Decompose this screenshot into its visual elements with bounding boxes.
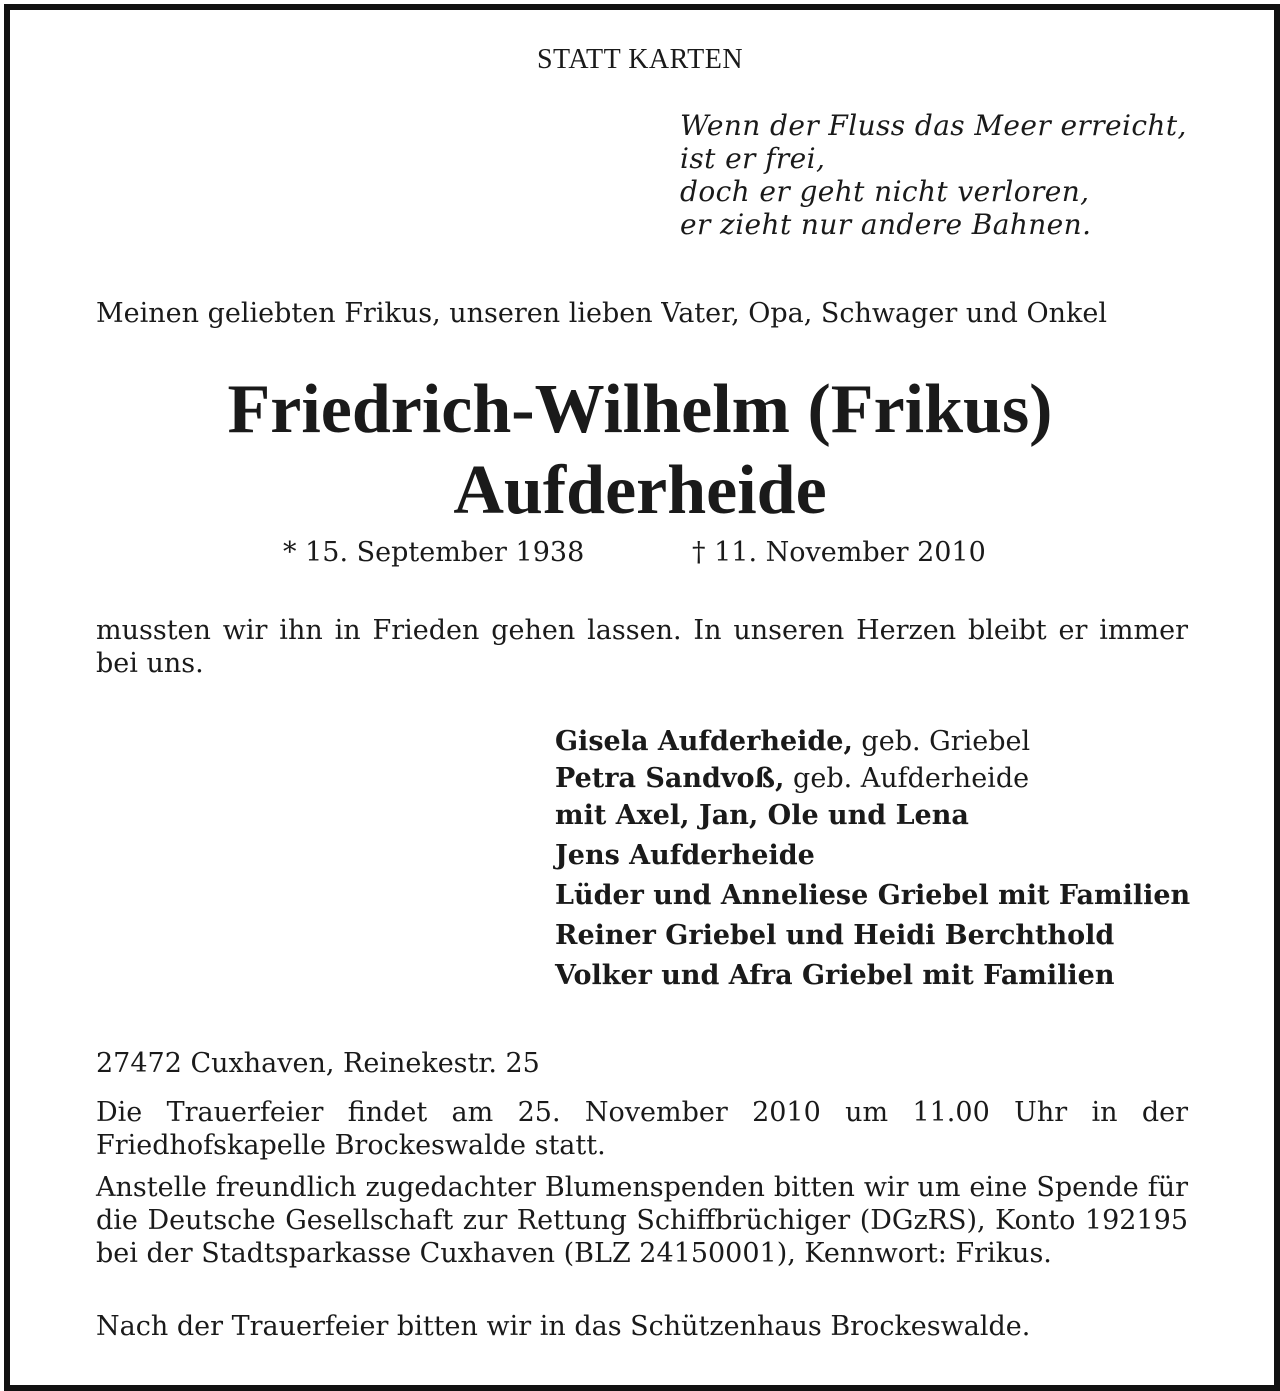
mourner-name: Gisela Aufderheide, bbox=[555, 726, 853, 757]
mourner-entry bbox=[555, 916, 1190, 956]
mourner-entry bbox=[555, 836, 1190, 876]
deceased-name-first: Friedrich-Wilhelm (Frikus) bbox=[227, 371, 1053, 448]
deceased-name-last: Aufderheide bbox=[453, 452, 827, 529]
farewell-text: mussten wir ihn in Frieden gehen lassen. In unseren Herzen bleibt er immer bei uns. bbox=[96, 615, 1188, 679]
poem-line: doch er geht nicht verloren, bbox=[680, 175, 1090, 208]
notice-header: STATT KARTEN bbox=[536, 44, 744, 75]
mourner-name: Volker und Afra Griebel mit Familien bbox=[555, 960, 1115, 991]
mourner-maiden-name: geb. Griebel bbox=[852, 726, 1031, 757]
mourner-entry bbox=[555, 876, 1190, 916]
death-date: † 11. November 2010 bbox=[692, 537, 986, 568]
poem-line: ist er frei, bbox=[680, 142, 826, 175]
mourner-name: Reiner Griebel und Heidi Berchthold bbox=[555, 920, 1115, 951]
mourner-maiden-name: geb. Aufderheide bbox=[784, 763, 1030, 794]
birth-date: * 15. September 1938 bbox=[283, 537, 585, 568]
poem-verse bbox=[680, 109, 1187, 241]
intro-line: Meinen geliebten Frikus, unseren lieben Vater, Opa, Schwager und Onkel bbox=[96, 298, 1108, 329]
donation-info: Anstelle freundlich zugedachter Blumenspenden bitten wir um eine Spende für die Deutsche Gesellschaft zur Rettung Schiffbrüchiger (DGzRS), Konto 192195 bei der Stadtsparkasse Cuxhaven (BLZ 24150001), Kennwort: Frikus. bbox=[96, 1172, 1188, 1269]
mourner-name: mit Axel, Jan, Ole und Lena bbox=[555, 800, 969, 831]
mourner-entry bbox=[555, 796, 1190, 836]
address-line: 27472 Cuxhaven, Reinekestr. 25 bbox=[96, 1048, 540, 1079]
mourner-name: Lüder und Anneliese Griebel mit Familien bbox=[555, 880, 1191, 911]
mourner-entry bbox=[555, 956, 1190, 996]
funeral-info: Die Trauerfeier findet am 25. November 2010 um 11.00 Uhr in der Friedhofskapelle Brockeswalde statt. bbox=[96, 1097, 1188, 1161]
reception-info: Nach der Trauerfeier bitten wir in das Schützenhaus Brockeswalde. bbox=[96, 1311, 1031, 1342]
mourner-entry bbox=[555, 722, 1190, 762]
poem-line: er zieht nur andere Bahnen. bbox=[680, 208, 1092, 241]
mourner-name: Petra Sandvoß, bbox=[555, 763, 785, 794]
poem-line: Wenn der Fluss das Meer erreicht, bbox=[680, 109, 1187, 142]
mourners-list bbox=[555, 722, 1190, 996]
mourner-entry bbox=[555, 762, 1190, 796]
mourner-name: Jens Aufderheide bbox=[555, 840, 815, 871]
